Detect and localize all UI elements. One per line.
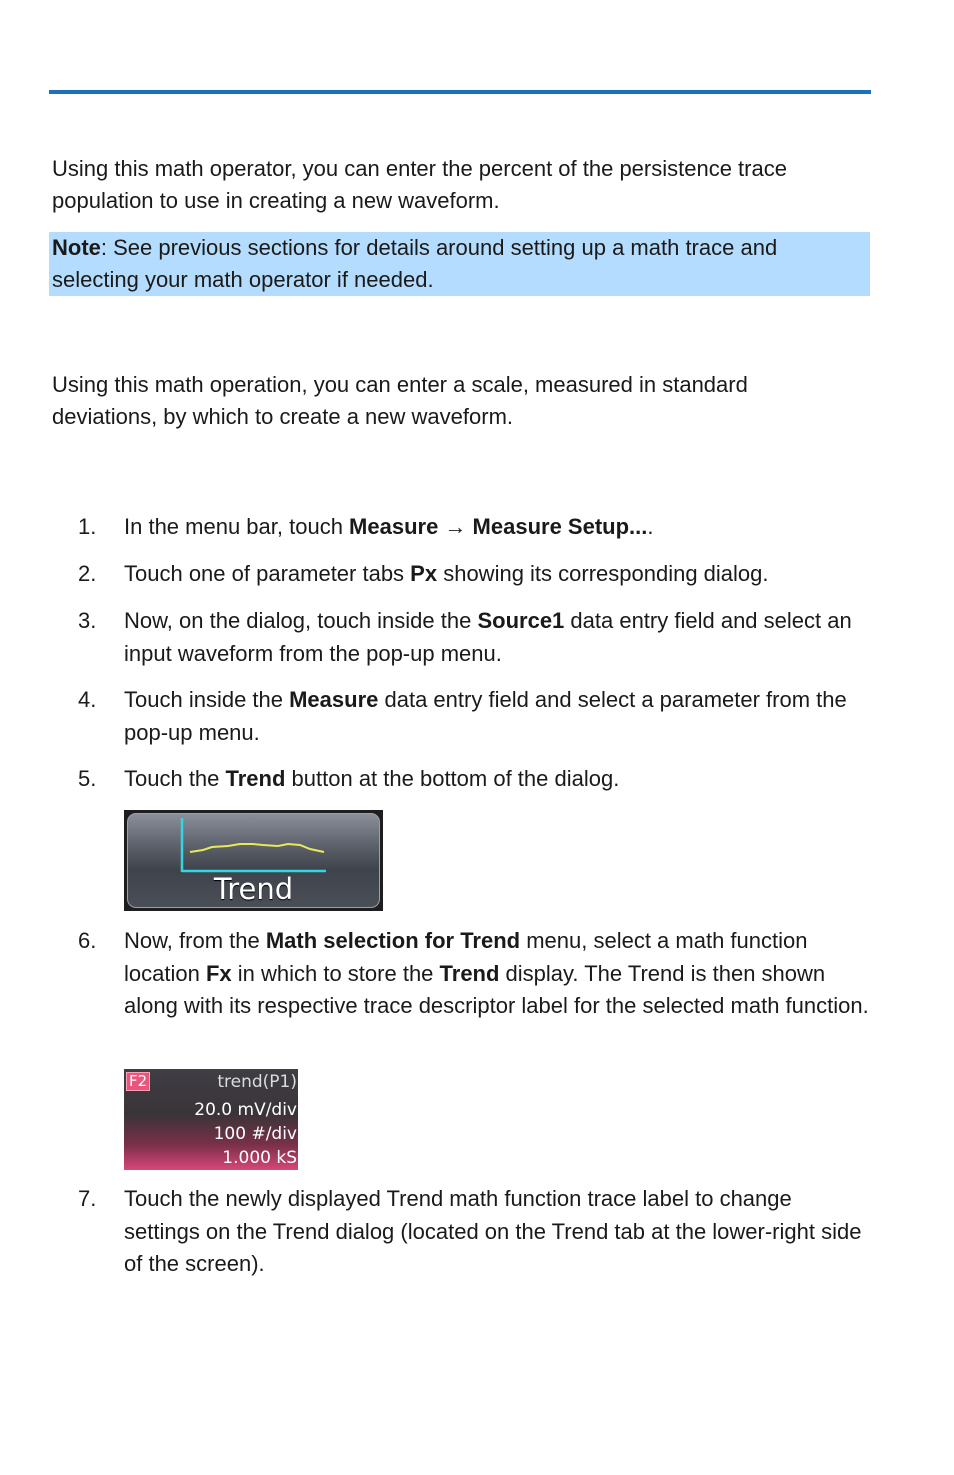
note-text: : See previous sections for details around setting up a math trace and selecting your math operator if needed. bbox=[52, 235, 778, 292]
sigma-paragraph: Using this math operation, you can enter a scale, measured in standard deviations, by which to create a new waveform. bbox=[52, 372, 748, 429]
f2-title: trend(P1) bbox=[217, 1072, 297, 1092]
trend-button[interactable] bbox=[127, 813, 380, 908]
intro-paragraph: Using this math operator, you can enter the percent of the persistence trace population to use in creating a new waveform. bbox=[52, 156, 787, 213]
note-label: Note bbox=[52, 235, 101, 260]
f2-tag: F2 bbox=[126, 1072, 150, 1091]
f2-hdiv: 100 #/div bbox=[213, 1124, 297, 1144]
trace-descriptor-f2[interactable] bbox=[124, 1069, 298, 1170]
f2-vdiv: 20.0 mV/div bbox=[194, 1100, 297, 1120]
note-box bbox=[49, 232, 870, 296]
trend-button-label: Trend bbox=[213, 872, 294, 906]
header-rule bbox=[49, 90, 871, 94]
trend-trace bbox=[190, 844, 324, 852]
f2-samples: 1.000 kS bbox=[222, 1148, 297, 1168]
trend-button-image[interactable] bbox=[124, 810, 383, 911]
